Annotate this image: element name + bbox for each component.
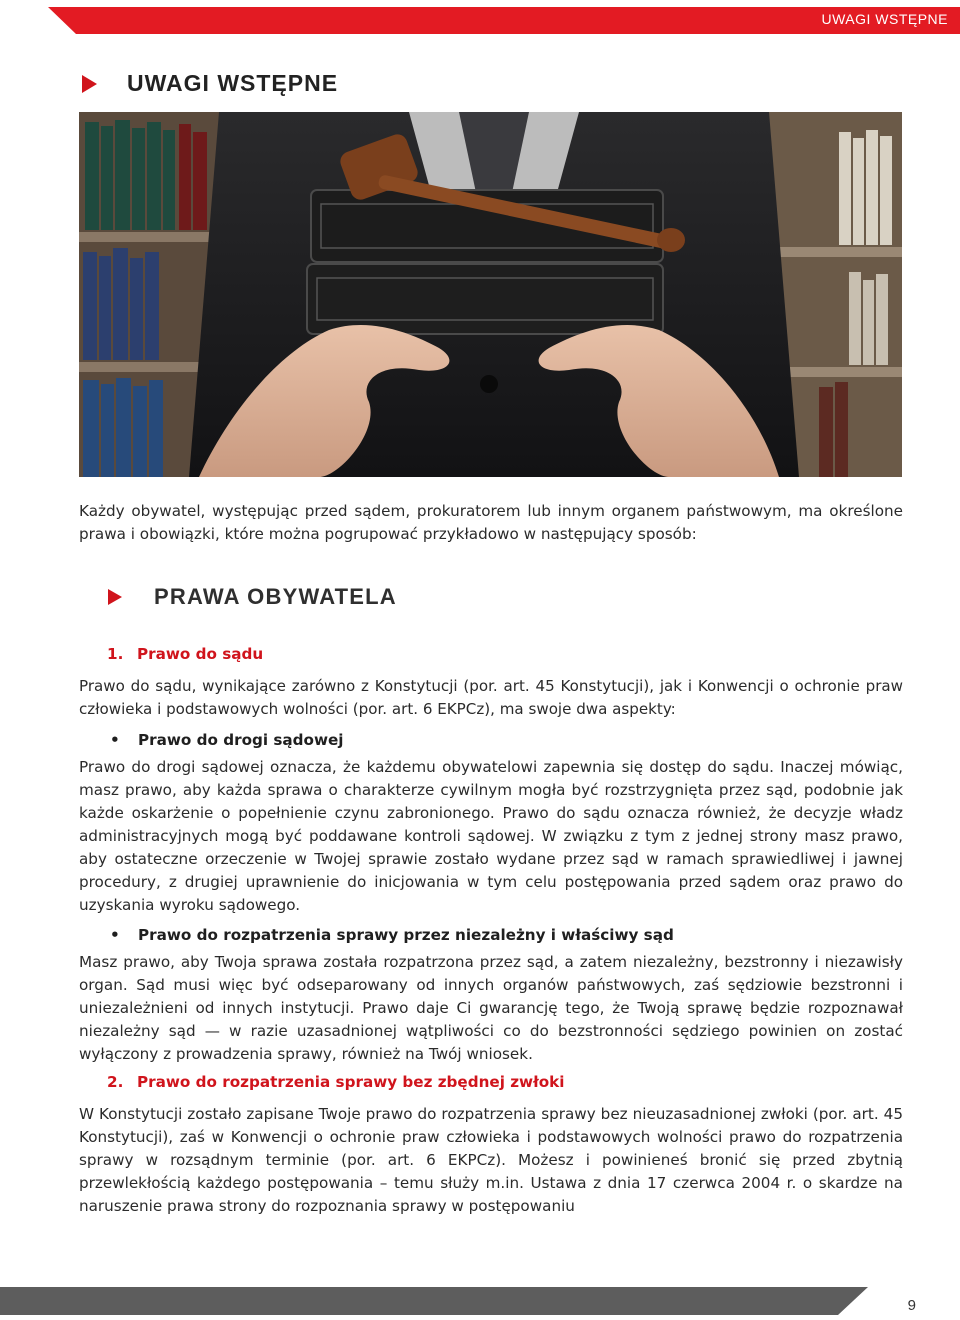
page-title: UWAGI WSTĘPNE (127, 70, 339, 96)
bullet-2-title: Prawo do rozpatrzenia sprawy przez niezależny i właściwy sąd (138, 926, 674, 944)
bullet-1-title: Prawo do drogi sądowej (138, 731, 344, 749)
item-2-text: W Konstytucji zostało zapisane Twoje prawo do rozpatrzenia sprawy bez nieuzasadnionej zwłoki (por. art. 45 Konstytucji), zaś w Konwencji o ochronie praw człowieka i podstawowych wolności prawo do rozpatrzenia sprawy w rozsądnym terminie (por. art. 6 EKPCz). Możesz i powinieneś bronić się przed zbytnią przewlekłością każdego postępowania – temu służy m.in. Ustawa z dnia 17 czerwca 2004 r. o skardze na naruszenie prawa strony do rozpoznania sprawy w postępowaniu (79, 1105, 903, 1215)
bullet-2-heading (110, 926, 674, 944)
bullet-1-heading (110, 731, 344, 749)
item-2-heading (107, 1073, 564, 1091)
item-1-number: 1. (107, 645, 124, 663)
triangle-bullet-icon (82, 75, 97, 93)
item-2-number: 2. (107, 1073, 124, 1091)
item-1-heading (107, 645, 263, 663)
intro-paragraph: Każdy obywatel, występując przed sądem, prokuratorem lub innym organem państwowym, ma określone prawa i obowiązki, które można pogrupować przykładowo w następujący sposób: (79, 502, 903, 543)
bullet-2-text: Masz prawo, aby Twoja sprawa została rozpatrzona przez sąd, a zatem niezależny, bezstronny i niezawisły organ. Sąd musi więc być odseparowany od innych organów państwowych, zaś sędziowie bezstronni i uniezależnieni od innych instytucji. Prawo daje Ci gwarancję tego, że Twoją sprawę będzie rozpoznawał niezależny sąd — w razie uzasadnionej wątpliwości co do bezstronności sędziego powinien on zostać wyłączony z prowadzenia sprawy, również na Twój wniosek. (79, 953, 903, 1063)
footer-bar (0, 1287, 868, 1315)
triangle-bullet-icon (108, 589, 122, 605)
header-section-label: UWAGI WSTĘPNE (821, 11, 948, 27)
item-1-intro: Prawo do sądu, wynikające zarówno z Konstytucji (por. art. 45 Konstytucji), jak i Konwencji o ochronie praw człowieka i podstawowych wolności (por. art. 6 EKPCz), ma swoje dwa aspekty: (79, 677, 903, 718)
page-title-row (82, 70, 338, 97)
judge-books-gavel-photo (79, 112, 902, 477)
item-2-title: Prawo do rozpatrzenia sprawy bez zbędnej zwłoki (137, 1073, 565, 1091)
bullet-2-marker: • (110, 926, 120, 944)
section-title: PRAWA OBYWATELA (154, 584, 397, 609)
section-heading-row (108, 584, 397, 610)
page-number: 9 (907, 1297, 916, 1314)
item-1-title: Prawo do sądu (137, 645, 264, 663)
bullet-1-marker: • (110, 731, 120, 749)
bullet-1-text: Prawo do drogi sądowej oznacza, że każdemu obywatelowi zapewnia się dostęp do sądu. Inaczej mówiąc, masz prawo, aby każda sprawa o charakterze cywilnym mogła być rozstrzygnięta przez sąd, podobnie jak każde oskarżenie o popełnienie czynu zabronionego. Prawo do sądu oznacza również, że decyzje władz administracyjnych mogą być poddawane kontroli sądowej. W związku z tym z jednej strony masz prawo, aby ostateczne orzeczenie w Twojej sprawie zostało wydane przez sąd w ramach sprawiedliwej i jawnej procedury, z drugiej uprawnienie do inicjowania w tym celu postępowania przed sądem oraz prawo do uzyskania wyroku sądowego. (79, 758, 903, 914)
